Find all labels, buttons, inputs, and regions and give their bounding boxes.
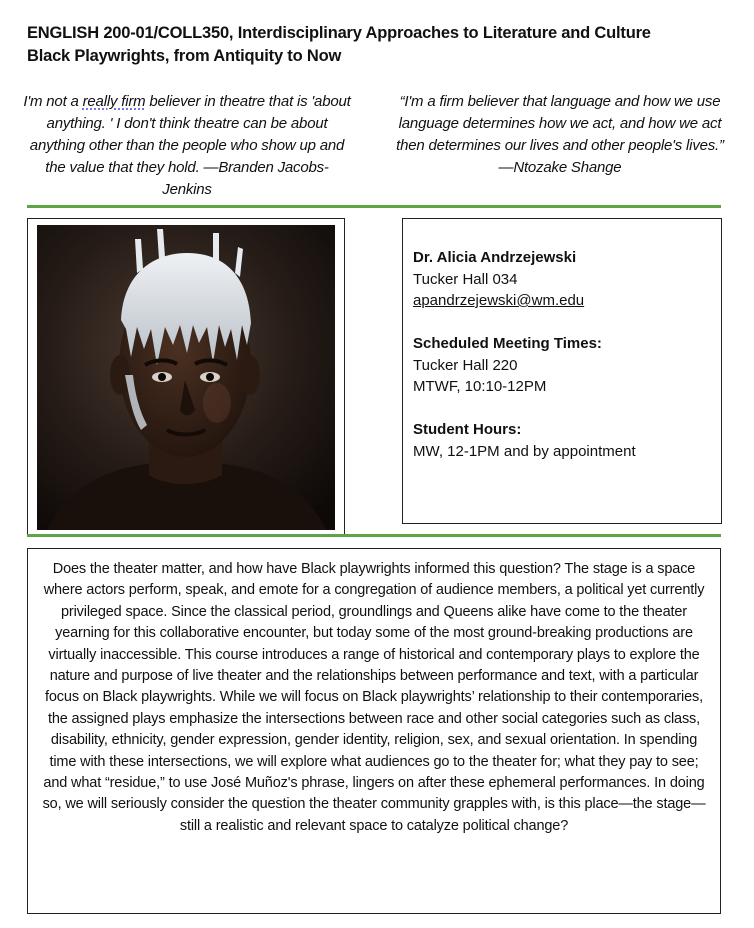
page-title bbox=[27, 22, 737, 68]
divider-top bbox=[27, 205, 721, 208]
quote-right-text: “I'm a firm believer that language and how we use language determines how we act, and how we act then determines our lives and other people's lives.” bbox=[396, 93, 724, 154]
quote-jacobs-jenkins bbox=[22, 91, 352, 201]
course-subtitle: Black Playwrights, from Antiquity to Now bbox=[27, 47, 342, 65]
quote-left-marked-text: really firm bbox=[82, 93, 146, 110]
meeting-times-heading: Scheduled Meeting Times: bbox=[413, 335, 602, 352]
instructor-office: Tucker Hall 034 bbox=[413, 270, 518, 288]
course-description-text: Does the theater matter, and how have Black playwrights informed this question? The stage is a space where actors perform, speak, and emote for a congregation of audience members, a political yet currently privileged space. Since the classical period, groundlings and Queens alike have come to the theater yearning for this collaborative encounter, but today some of the most ground-breaking productions are virtually inaccessible. This course introduces a range of historical and contemporary plays to explore the nature and purpose of live theater and the relationships between performance and text, with a particular focus on Black playwrights. While we will focus on Black playwrights’ relationship to their contemporaries, the assigned plays emphasize the intersections between race and other social categories such as class, disability, ethnicity, gender expression, gender identity, religion, sex, and sexual orientation. In spending time with these intersections, we will explore what audiences go to the theater for; what they pay to see; and what “residue,” to use José Muñoz's phrase, lingers on after these ephemeral performances. In doing so, we will seriously consider the question the theater community grapples with, is this place—the stage—still a realistic and relevant space to catalyze political change? bbox=[42, 561, 706, 834]
student-hours-heading: Student Hours: bbox=[413, 421, 522, 438]
course-description-box bbox=[27, 548, 721, 914]
spacer bbox=[413, 398, 711, 420]
divider-middle bbox=[27, 534, 721, 537]
quote-shange bbox=[395, 91, 725, 179]
quote-left-text-before: I'm not a bbox=[23, 93, 83, 110]
meeting-room: Tucker Hall 220 bbox=[413, 356, 518, 374]
portrait-photo bbox=[37, 225, 335, 530]
spacer bbox=[413, 312, 711, 334]
instructor-info-box bbox=[402, 218, 722, 524]
student-hours-time: MW, 12-1PM and by appointment bbox=[413, 442, 636, 460]
meeting-time: MTWF, 10:10-12PM bbox=[413, 378, 547, 395]
instructor-email-link[interactable]: apandrzejewski@wm.edu bbox=[413, 292, 585, 309]
instructor-name: Dr. Alicia Andrzejewski bbox=[413, 249, 577, 266]
course-title: ENGLISH 200-01/COLL350, Interdisciplinary Approaches to Literature and Culture bbox=[27, 24, 651, 42]
quote-right-attribution: —Ntozake Shange bbox=[498, 159, 622, 176]
quote-left-text-after: believer in theatre that is 'about anything. ' I don't think theatre can be about anything other than the people who show up and the value that they hold. —Branden Jacobs-Jenkins bbox=[29, 93, 351, 198]
